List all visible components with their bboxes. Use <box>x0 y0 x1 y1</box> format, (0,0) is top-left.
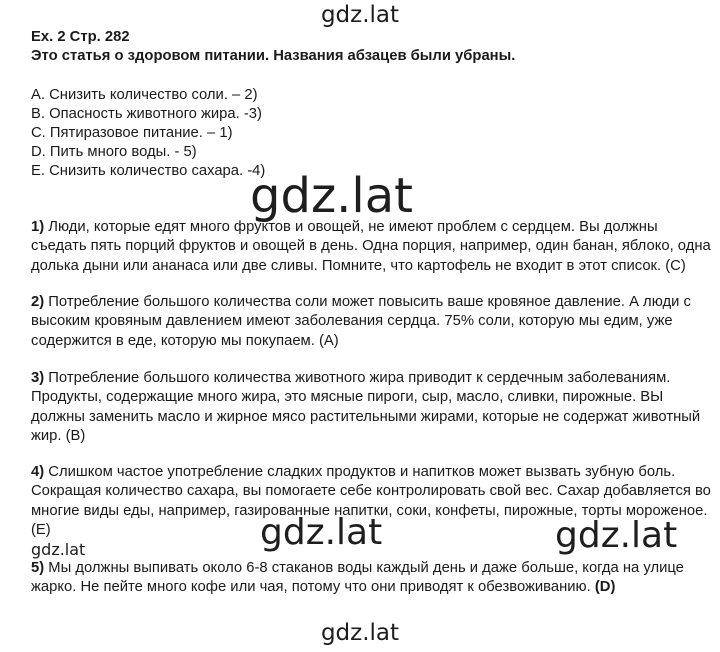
paragraph-2 <box>31 293 711 351</box>
paragraph-number: 3) <box>31 370 45 386</box>
watermark-large: gdz.lat <box>250 168 413 224</box>
watermark-small: gdz.lat <box>31 540 86 559</box>
option-a: A. Снизить количество соли. – 2) <box>31 87 258 103</box>
option-b: B. Опасность животного жира. -3) <box>31 106 262 122</box>
paragraph-text: Потребление большого количества животного жира приводит к сердечным заболеваниям. Продукты, содержащие много жира, это мясные пироги, сыр, масло, сливки, пирожные. ВЫ должны заменить масло и жирное мясо растительными жирами, которые не содержат животный жир. (B) <box>31 370 701 445</box>
paragraph-1 <box>31 218 711 276</box>
watermark-bottom: gdz.lat <box>320 620 400 646</box>
paragraph-number: 1) <box>31 219 45 235</box>
paragraph-number: 2) <box>31 294 45 310</box>
exercise-intro: Это статья о здоровом питании. Названия абзацев были убраны. <box>31 48 516 64</box>
watermark-middle-right: gdz.lat <box>555 515 678 556</box>
paragraph-number: 5) <box>31 560 45 576</box>
options-list <box>31 86 711 181</box>
watermark-top: gdz.lat <box>320 2 400 28</box>
option-c: C. Пятиразовое питание. – 1) <box>31 125 233 141</box>
paragraph-5 <box>31 559 711 598</box>
paragraph-text: Люди, которые едят много фруктов и овощей, не имеют проблем с сердцем. Вы должны съедать пять порций фруктов и овощей в день. Одна порция, например, один банан, яблоко, одна долька дыни или ананаса или две сливы. Помните, что картофель не входит в этот список. (C) <box>31 219 711 274</box>
watermark-middle-left: gdz.lat <box>260 512 383 553</box>
paragraph-number: 4) <box>31 464 45 480</box>
paragraph-text: Потребление большого количества соли может повысить ваше кровяное давление. А люди с высоким кровяным давлением имеют заболевания сердца. 75% соли, которую мы едим, уже содержится в еде, которую мы покупаем. (A) <box>31 294 691 349</box>
paragraph-text: Мы должны выпивать около 6-8 стаканов воды каждый день и даже больше, когда на улице жарко. Не пейте много кофе или чая, потому что они приводят к обезвоживанию. <box>31 560 684 596</box>
paragraph-text: Слишком частое употребление сладких продуктов и напитков может вызвать зубную боль. Сокращая количество сахара, вы помогаете себе контролировать свой вес. Сахар добавляется во многие виды еды, например, газированные напитки, соки, конфеты, пирожные, торты мороженое. (E) <box>31 464 711 539</box>
option-e: E. Снизить количество сахара. -4) <box>31 163 266 179</box>
document-header <box>31 28 711 181</box>
paragraph-3 <box>31 369 711 447</box>
paragraph-answer: (D) <box>594 579 616 596</box>
option-d: D. Пить много воды. - 5) <box>31 144 197 160</box>
exercise-title: Ex. 2 Стр. 282 <box>31 29 130 45</box>
